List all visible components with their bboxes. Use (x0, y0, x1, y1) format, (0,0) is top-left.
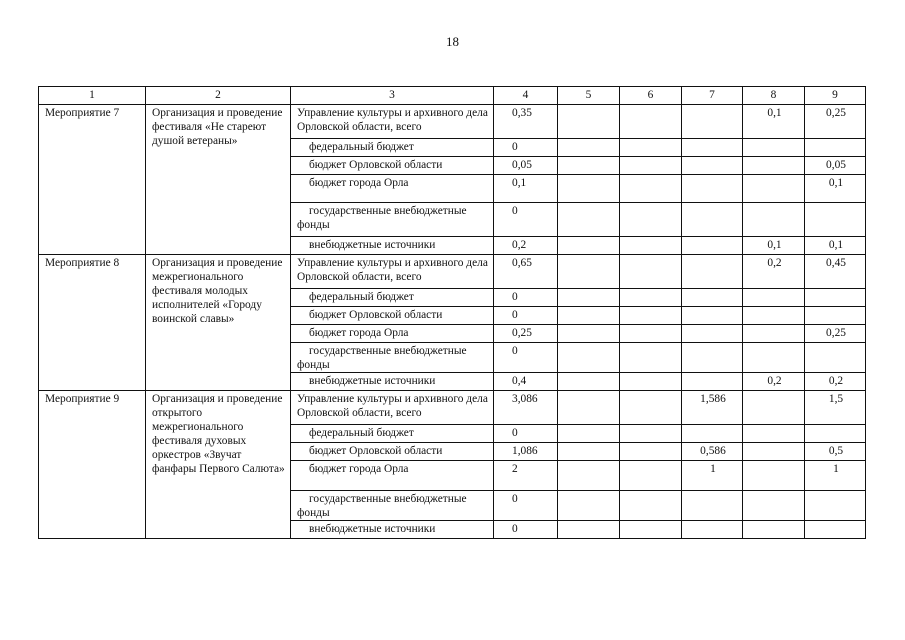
value-cell-c7 (682, 491, 743, 521)
value-cell-c8: 0,2 (743, 255, 805, 289)
funding-source: федеральный бюджет (291, 139, 494, 157)
value-cell-c5 (558, 203, 620, 237)
value-cell-c9 (805, 491, 866, 521)
value-cell-c9: 0,25 (805, 105, 866, 139)
funding-source: бюджет Орловской области (291, 443, 494, 461)
value-cell-c9 (805, 139, 866, 157)
value-cell-c7 (682, 157, 743, 175)
header-row (39, 87, 866, 105)
header-cell: 3 (291, 87, 494, 105)
value-cell-c4: 0,25 (494, 325, 558, 343)
funding-source: внебюджетные источники (291, 521, 494, 539)
value-cell-c7 (682, 175, 743, 203)
funding-source: бюджет Орловской области (291, 157, 494, 175)
value-cell-c7 (682, 289, 743, 307)
value-cell-c4: 0 (494, 425, 558, 443)
value-cell-c9: 0,1 (805, 237, 866, 255)
value-cell-c5 (558, 325, 620, 343)
value-cell-c8 (743, 491, 805, 521)
value-cell-c6 (620, 325, 682, 343)
funding-source: Управление культуры и архивного дела Орловской области, всего (291, 105, 494, 139)
value-cell-c8 (743, 289, 805, 307)
funding-source: бюджет города Орла (291, 461, 494, 491)
value-cell-c9 (805, 203, 866, 237)
value-cell-c4: 0 (494, 521, 558, 539)
value-cell-c6 (620, 237, 682, 255)
value-cell-c5 (558, 175, 620, 203)
value-cell-c8 (743, 307, 805, 325)
funding-source: бюджет города Орла (291, 175, 494, 203)
measure-name: Мероприятие 9 (39, 391, 146, 539)
value-cell-c7 (682, 139, 743, 157)
value-cell-c4: 2 (494, 461, 558, 491)
value-cell-c6 (620, 307, 682, 325)
value-cell-c5 (558, 255, 620, 289)
value-cell-c4: 0,05 (494, 157, 558, 175)
value-cell-c8: 0,1 (743, 237, 805, 255)
value-cell-c4: 0 (494, 203, 558, 237)
value-cell-c6 (620, 461, 682, 491)
funding-source: внебюджетные источники (291, 237, 494, 255)
header-cell: 4 (494, 87, 558, 105)
funding-source: Управление культуры и архивного дела Орловской области, всего (291, 255, 494, 289)
value-cell-c9: 0,25 (805, 325, 866, 343)
header-cell: 9 (805, 87, 866, 105)
value-cell-c7 (682, 203, 743, 237)
value-cell-c7 (682, 343, 743, 373)
measure-description: Организация и проведение межрегионального фестиваля молодых исполнителей «Городу воинской славы» (146, 255, 291, 391)
value-cell-c5 (558, 521, 620, 539)
value-cell-c9: 0,45 (805, 255, 866, 289)
value-cell-c8 (743, 391, 805, 425)
value-cell-c9 (805, 307, 866, 325)
value-cell-c5 (558, 307, 620, 325)
value-cell-c4: 0 (494, 343, 558, 373)
value-cell-c5 (558, 491, 620, 521)
value-cell-c6 (620, 157, 682, 175)
value-cell-c4: 0 (494, 491, 558, 521)
header-cell: 5 (558, 87, 620, 105)
value-cell-c6 (620, 255, 682, 289)
funding-source: государственные внебюджетные фонды (291, 491, 494, 521)
value-cell-c8 (743, 443, 805, 461)
header-cell: 8 (743, 87, 805, 105)
funding-source: бюджет города Орла (291, 325, 494, 343)
funding-source: внебюджетные источники (291, 373, 494, 391)
value-cell-c5 (558, 373, 620, 391)
value-cell-c6 (620, 343, 682, 373)
value-cell-c7 (682, 325, 743, 343)
value-cell-c5 (558, 139, 620, 157)
header-cell: 6 (620, 87, 682, 105)
value-cell-c7: 0,586 (682, 443, 743, 461)
measure-description: Организация и проведение фестиваля «Не стареют душой ветераны» (146, 105, 291, 255)
value-cell-c5 (558, 461, 620, 491)
value-cell-c9 (805, 343, 866, 373)
value-cell-c4: 0 (494, 289, 558, 307)
table-row (39, 105, 866, 139)
value-cell-c7: 1,586 (682, 391, 743, 425)
value-cell-c8 (743, 175, 805, 203)
value-cell-c5 (558, 289, 620, 307)
value-cell-c5 (558, 425, 620, 443)
value-cell-c8 (743, 425, 805, 443)
budget-table (38, 86, 866, 539)
value-cell-c8: 0,1 (743, 105, 805, 139)
value-cell-c4: 0,1 (494, 175, 558, 203)
value-cell-c6 (620, 139, 682, 157)
value-cell-c9: 0,5 (805, 443, 866, 461)
value-cell-c5 (558, 343, 620, 373)
value-cell-c4: 0,65 (494, 255, 558, 289)
value-cell-c8 (743, 343, 805, 373)
value-cell-c7 (682, 105, 743, 139)
value-cell-c4: 3,086 (494, 391, 558, 425)
value-cell-c7 (682, 237, 743, 255)
header-cell: 2 (146, 87, 291, 105)
value-cell-c4: 0,35 (494, 105, 558, 139)
funding-source: федеральный бюджет (291, 289, 494, 307)
value-cell-c9 (805, 425, 866, 443)
funding-source: федеральный бюджет (291, 425, 494, 443)
funding-source: бюджет Орловской области (291, 307, 494, 325)
value-cell-c6 (620, 521, 682, 539)
table-row (39, 391, 866, 425)
value-cell-c7 (682, 307, 743, 325)
value-cell-c6 (620, 425, 682, 443)
value-cell-c5 (558, 443, 620, 461)
value-cell-c9 (805, 521, 866, 539)
value-cell-c8 (743, 139, 805, 157)
value-cell-c9: 0,1 (805, 175, 866, 203)
value-cell-c6 (620, 443, 682, 461)
funding-source: государственные внебюджетные фонды (291, 343, 494, 373)
funding-source: государственные внебюджетные фонды (291, 203, 494, 237)
funding-source: Управление культуры и архивного дела Орловской области, всего (291, 391, 494, 425)
value-cell-c4: 1,086 (494, 443, 558, 461)
value-cell-c8 (743, 157, 805, 175)
value-cell-c5 (558, 105, 620, 139)
value-cell-c4: 0,4 (494, 373, 558, 391)
measure-description: Организация и проведение открытого межрегионального фестиваля духовых оркестров «Звучат фанфары Первого Салюта» (146, 391, 291, 539)
value-cell-c6 (620, 373, 682, 391)
value-cell-c9: 1,5 (805, 391, 866, 425)
value-cell-c5 (558, 391, 620, 425)
value-cell-c6 (620, 289, 682, 307)
value-cell-c5 (558, 237, 620, 255)
value-cell-c8 (743, 521, 805, 539)
value-cell-c6 (620, 203, 682, 237)
value-cell-c6 (620, 105, 682, 139)
header-cell: 1 (39, 87, 146, 105)
value-cell-c8 (743, 325, 805, 343)
table-row (39, 255, 866, 289)
value-cell-c6 (620, 175, 682, 203)
value-cell-c7 (682, 373, 743, 391)
value-cell-c8 (743, 203, 805, 237)
measure-name: Мероприятие 7 (39, 105, 146, 255)
value-cell-c6 (620, 391, 682, 425)
value-cell-c4: 0 (494, 307, 558, 325)
value-cell-c7 (682, 255, 743, 289)
value-cell-c7: 1 (682, 461, 743, 491)
value-cell-c7 (682, 521, 743, 539)
header-cell: 7 (682, 87, 743, 105)
value-cell-c9 (805, 289, 866, 307)
measure-name: Мероприятие 8 (39, 255, 146, 391)
page-number: 18 (446, 34, 459, 49)
value-cell-c4: 0 (494, 139, 558, 157)
value-cell-c9: 1 (805, 461, 866, 491)
value-cell-c8: 0,2 (743, 373, 805, 391)
value-cell-c5 (558, 157, 620, 175)
value-cell-c9: 0,05 (805, 157, 866, 175)
value-cell-c4: 0,2 (494, 237, 558, 255)
value-cell-c6 (620, 491, 682, 521)
value-cell-c7 (682, 425, 743, 443)
value-cell-c9: 0,2 (805, 373, 866, 391)
value-cell-c8 (743, 461, 805, 491)
